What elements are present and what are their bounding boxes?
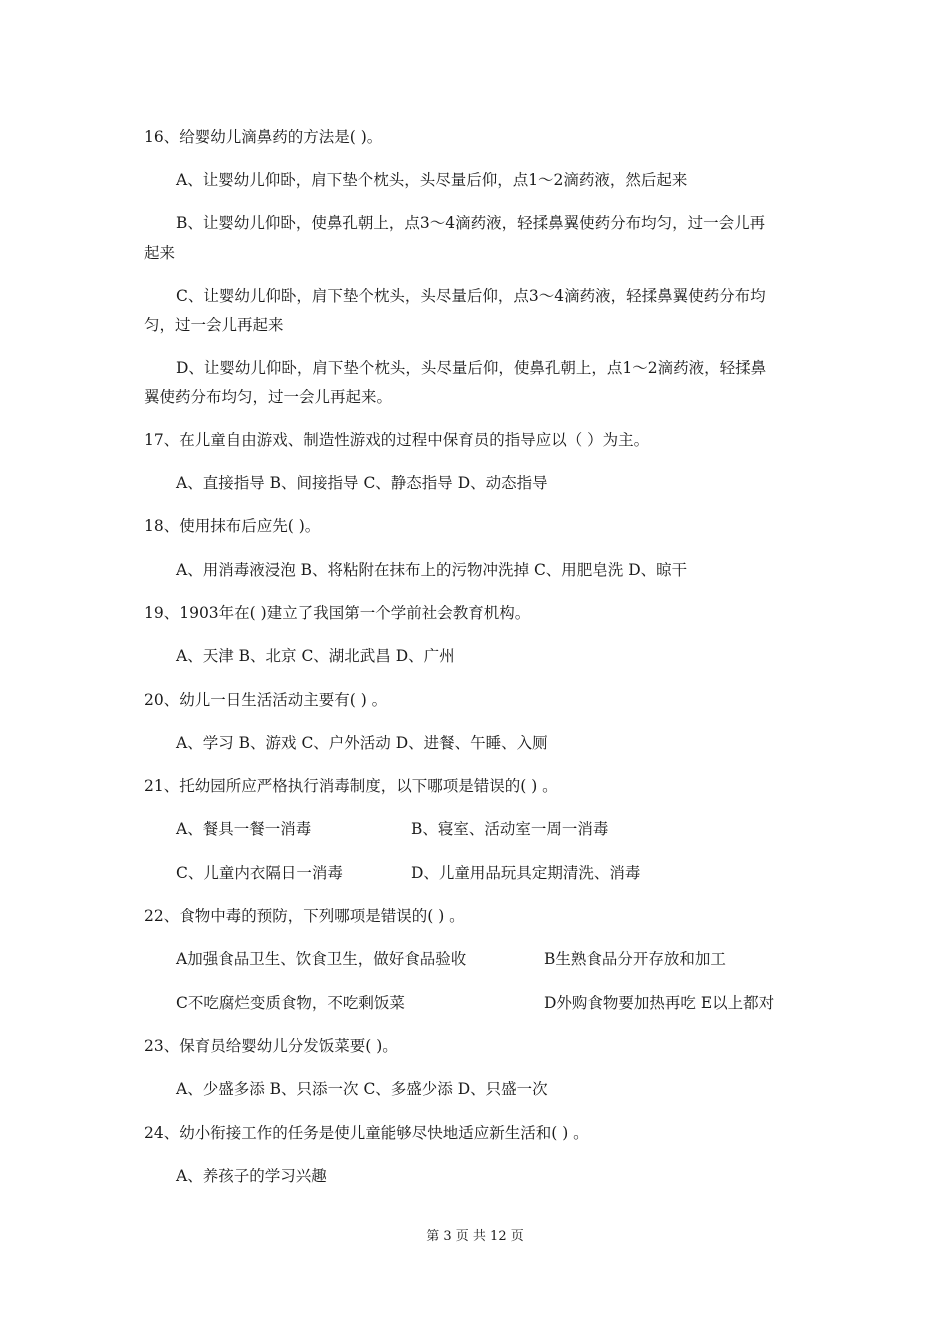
question-19-stem: 19、1903年在( )建立了我国第一个学前社会教育机构。 (144, 604, 531, 622)
question-20-stem: 20、幼儿一日生活活动主要有( ) 。 (144, 691, 388, 709)
question-20-options: A、学习 B、游戏 C、户外活动 D、进餐、午睡、入厕 (176, 734, 548, 752)
question-17-options: A、直接指导 B、间接指导 C、静态指导 D、动态指导 (176, 474, 548, 492)
question-22-option-c: C不吃腐烂变质食物，不吃剩饭菜 (176, 994, 405, 1012)
question-24-option-a: A、养孩子的学习兴趣 (176, 1167, 327, 1185)
question-18-stem: 18、使用抹布后应先( )。 (144, 517, 321, 535)
question-22-stem: 22、食物中毒的预防，下列哪项是错误的( ) 。 (144, 907, 465, 925)
question-21-stem: 21、托幼园所应严格执行消毒制度，以下哪项是错误的( ) 。 (144, 777, 558, 795)
question-21-option-b: B、寝室、活动室一周一消毒 (411, 820, 609, 838)
question-16-option-d-line1: D、让婴幼儿仰卧，肩下垫个枕头，头尽量后仰，使鼻孔朝上，点1～2滴药液，轻揉鼻 (176, 359, 767, 377)
question-19-options: A、天津 B、北京 C、湖北武昌 D、广州 (176, 647, 455, 665)
question-16-option-b-line2: 起来 (144, 244, 176, 262)
question-21-option-c: C、儿童内衣隔日一消毒 (176, 864, 343, 882)
question-16-option-d-line2: 翼使药分布均匀，过一会儿再起来。 (144, 388, 393, 406)
question-22-option-a: A加强食品卫生、饮食卫生，做好食品验收 (176, 950, 467, 968)
question-21-option-d: D、儿童用品玩具定期清洗、消毒 (411, 864, 641, 882)
question-22-option-d: D外购食物要加热再吃 E以上都对 (544, 994, 775, 1012)
question-17-stem: 17、在儿童自由游戏、制造性游戏的过程中保育员的指导应以（ ）为主。 (144, 431, 650, 449)
question-18-options: A、用消毒液浸泡 B、将粘附在抹布上的污物冲洗掉 C、用肥皂洗 D、晾干 (176, 561, 688, 579)
question-21-option-a: A、餐具一餐一消毒 (176, 820, 312, 838)
question-16-stem: 16、给婴幼儿滴鼻药的方法是( )。 (144, 128, 383, 146)
question-23-options: A、少盛多添 B、只添一次 C、多盛少添 D、只盛一次 (176, 1080, 548, 1098)
question-16-option-c-line2: 匀，过一会儿再起来 (144, 316, 284, 334)
question-16-option-c-line1: C、让婴幼儿仰卧，肩下垫个枕头，头尽量后仰，点3～4滴药液，轻揉鼻翼使药分布均 (176, 287, 766, 305)
question-23-stem: 23、保育员给婴幼儿分发饭菜要( )。 (144, 1037, 398, 1055)
question-16-option-b-line1: B、让婴幼儿仰卧，使鼻孔朝上，点3～4滴药液，轻揉鼻翼使药分布均匀，过一会儿再 (176, 214, 766, 232)
question-16-option-a: A、让婴幼儿仰卧，肩下垫个枕头，头尽量后仰，点1～2滴药液，然后起来 (176, 171, 688, 189)
question-22-option-b: B生熟食品分开存放和加工 (544, 950, 726, 968)
page-number-footer: 第 3 页 共 12 页 (426, 1229, 524, 1244)
question-24-stem: 24、幼小衔接工作的任务是使儿童能够尽快地适应新生活和( ) 。 (144, 1124, 589, 1142)
